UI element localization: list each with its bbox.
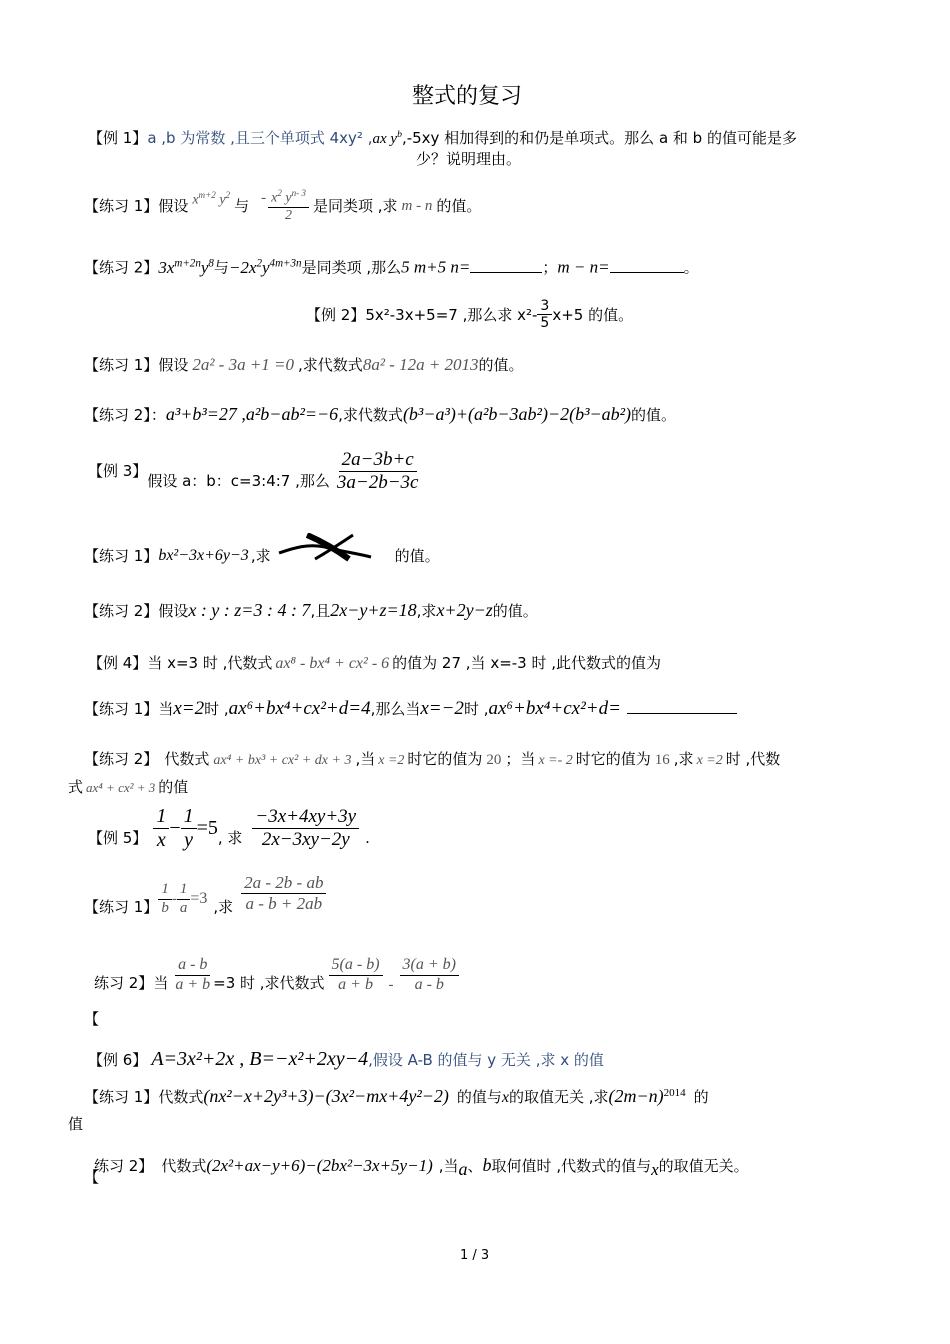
bracket-mark: 【 [84,1010,100,1028]
bracket-mark: 【 [84,1168,100,1186]
fraction: $\frac{2a - 2b - ab}{a - b + 2ab}$ [241,873,326,913]
practice-4-1: 【练习 1】当x=2时 ,ax⁶+bx⁴+cx²+d=4,那么当x=−2时 ,ax⁶+bx⁴+cx²+d= [84,700,737,718]
math-expr: (b³−a³)+(a²b−3ab²)−2(b³−ab²) [402,404,632,424]
example-2: 【例 2】 5x²-3x+5=7 ,那么求 x²- $\frac{3}{5}$ x+5 的值。 [306,298,634,332]
practice-2-2: 【练习 2】：a³+b³=27 ,a²b−ab²=−6,求代数式(b³−a³)+(a²b−3ab²)−2(b³−ab²)的值。 [84,404,677,424]
fraction: $\frac{x^2 y^{n- 3}}{2}$ [268,188,309,224]
example-tag: 【例 1】 [88,129,148,147]
practice-1-1: 【练习 1】 假设 $x^{m+2}$ $y^2$ 与 - $\frac{x^2 y^{n- 3}}{2}$ 是同类项 ,求 m - n 的值。 [84,188,482,223]
practice-4-2-line-2: 式 ax⁴ + cx² + 3 的值 [68,778,189,796]
math-expr: 2a² - 3a +1 =0 [192,355,295,374]
cross-mark-icon [277,533,373,563]
page-number: 1 / 3 [460,1248,490,1263]
example-3: 【例 3】 假设 a：b：c=3:4:7 ,那么 $\frac{2a-3b+c}{3a-2b-3c}$ [88,444,421,498]
fraction: $\frac{1}{b}$ [158,881,172,917]
example-6: 【例 6】 A=3x²+2x , B=−x²+2xy−4,假设 A-B 的值与 y 无关 ,求 x 的值 [88,1048,604,1070]
answer-blank[interactable] [470,272,542,273]
practice-5-2: 练习 2】 当 $\frac{a - b}{a + b}$ =3 时 ,求代数式 $\frac{5(a - b)}{a + b}$ - $\frac{3(a + b)}{a - b}$ [94,950,459,1000]
page-title: 整式的复习 [412,84,523,109]
example-4: 【例 4】当 x=3 时 ,代数式 ax⁸ - bx⁴ + cx² - 6 的值为 27 ,当 x=-3 时 ,此代数式的值为 [88,654,662,672]
example-text: a ,b 为常数 ,且三个单项式 4xy² , [147,129,373,147]
practice-6-1-line-2: 值 [68,1115,84,1133]
practice-3-2: 【练习 2】假设x : y : z=3 : 4 : 7,且2x−y+z=18,求x+2y−z的值。 [84,600,538,620]
example-text: ,-5xy 相加得到的和仍是单项式。那么 a 和 b 的值可能是多 [401,129,797,147]
practice-2-1: 【练习 1】假设 2a² - 3a +1 =0 ,求代数式8a² - 12a + 2013的值。 [84,355,524,374]
answer-blank[interactable] [627,713,737,714]
math-expr: 8a² - 12a + 2013 [362,355,479,374]
fraction: $\frac{a - b}{a + b}$ [175,956,211,993]
fraction: $\frac{2a-3b+c}{3a-2b-3c}$ [336,448,419,493]
fraction: $\frac{1}{y}$ [181,805,197,852]
example-5: 【例 5】 $\frac{1}{x}$ − $\frac{1}{y}$ =5 , 求 $\frac{-3x+4xy+3y}{2x-3xy-2y}$ . [88,804,370,851]
example-1-line-2: 少？说明理由。 [416,150,522,168]
practice-5-1: 【练习 1】 $\frac{1}{b}$ - $\frac{1}{a}$ =3 ,求 $\frac{2a - 2b - ab}{a - b + 2ab}$ [84,872,326,926]
answer-blank[interactable] [610,272,684,273]
practice-6-1-line-1: 【练习 1】代数式(nx²−x+2y³+3)−(3x²−mx+4y²−2) 的值与x的取值无关 ,求$(2m-n)^{2014}$ 的 [84,1086,709,1106]
fraction: $\frac{1}{x}$ [153,805,169,852]
fraction: $\frac{3(a + b)}{a - b}$ [400,956,459,994]
practice-4-2-line-1: 【练习 2】 代数式 ax⁴ + bx³ + cx² + dx + 3 ,当 x =2 时它的值为 20 ；当 x =- 2 时它的值为 16 ,求 x =2 时 ,代数 [84,750,781,768]
practice-1-2: 【练习 2】$3x^{m+2n}y^8$与$-2x^2y^{4m+3n}$是同类项 ,那么5 m+5 n= ；m − n= 。 [84,257,699,277]
fraction: $\frac{1}{a}$ [177,881,191,917]
fraction: $\frac{3}{5}$ [537,298,552,331]
practice-tag: 【练习 1】 [84,197,159,215]
math-expr: ax $y^b$ [372,129,402,147]
example-1-line-1 [88,126,797,148]
math-expr: $x^{m+2}$ $y^2$ [192,190,231,208]
math-expr: m - n [401,198,433,214]
math-expr: a³+b³=27 ,a²b−ab²=−6 [165,404,339,424]
fraction: $\frac{5(a - b)}{a + b}$ [329,956,383,994]
practice-6-2: 练习 2】 代数式(2x²+ax−y+6)−(2bx²−3x+5y−1) ,当a、b取何值时 ,代数式的值与x的取值无关。 [94,1155,749,1179]
fraction: $\frac{-3x+4xy+3y}{2x-3xy-2y}$ [252,806,359,851]
practice-3-1: 【练习 1】 bx²−3x+6y−3 ,求 的值。 [84,536,440,576]
math-expr: bx²−3x+6y−3 [158,547,249,564]
